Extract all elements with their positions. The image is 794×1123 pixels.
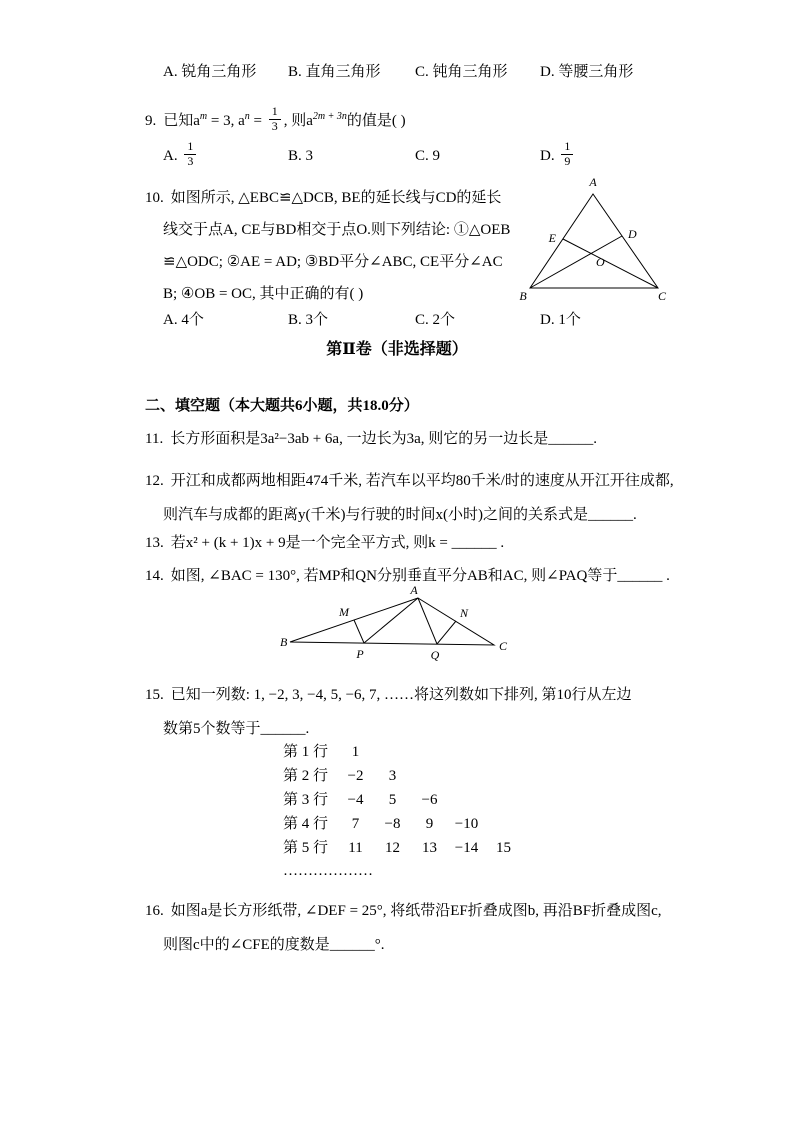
fraction-denominator: 9 [564,153,571,168]
row-label: 第 4 行 [283,816,329,832]
q10-line-3: ≌△ODC; ②AE = AD; ③BD平分∠ABC, CE平分∠AC [163,254,503,270]
q12-line-1-text: 开江和成都两地相距474千米, 若汽车以平均80千米/时的速度从开江开往成都, [170,473,674,489]
question-12-number: 12. [145,473,164,489]
row-label: 第 3 行 [283,792,329,808]
row-label: 第 2 行 [283,768,329,784]
q10-option-c: C. 2个 [415,312,456,328]
question8-options-row [163,60,633,81]
question-9-options-row [163,140,576,171]
q12-line-2: 则汽车与成都的距离y(千米)与行驶的时间x(小时)之间的关系式是______. [163,507,637,523]
row-value [411,764,448,788]
row-label: 第 5 行 [283,840,329,856]
q15-ellipsis-row: ……………… [283,863,373,879]
row-value: 15 [496,840,511,856]
question-12 [145,464,674,532]
fraction-one-ninth [561,140,573,169]
q10-option-b: B. 3个 [288,312,329,328]
q15-row-4 [283,812,522,836]
q12-line-1 [145,464,674,498]
option-a: A. 锐角三角形 [163,64,257,80]
q16-line-1 [145,894,662,928]
q15-line-1-text: 已知一列数: 1, −2, 3, −4, 5, −6, 7, ……将这列数如下排列, 第10行从左边 [170,687,632,703]
question-15-number: 15. [145,687,164,703]
q9-superscript-m: m [199,111,208,122]
row-value [485,740,522,764]
q9-option-a [163,138,288,171]
q10-figure-label-b: B [519,289,527,303]
question-11 [145,427,597,448]
q14-figure-label-m: M [339,605,349,619]
q10-line-1 [145,182,510,214]
q15-row-3 [283,788,522,812]
option-b: B. 直角三角形 [288,64,381,80]
q15-number-table [283,740,522,882]
fraction-one-third [184,140,196,169]
row-value: −2 [347,768,364,784]
row-value: 13 [422,840,437,856]
q14-figure-label-c: C [499,639,508,653]
q9-text-3: = [249,113,266,129]
row-value [485,812,522,836]
option-c: C. 钝角三角形 [415,64,508,80]
q9-option-d-label: D. [540,147,559,164]
row-value [485,764,522,788]
q9-option-d [540,138,576,171]
q9-text-2: = 3, a [207,113,245,129]
row-value: 7 [351,816,360,832]
q15-row-5 [283,836,522,860]
q16-line-2: 则图c中的∠CFE的度数是______°. [163,937,385,953]
row-value: −14 [454,840,479,856]
q9-option-b: B. 3 [288,147,314,164]
q10-option-d: D. 1个 [540,312,581,328]
question-15 [145,678,632,746]
q14-text: 如图, ∠BAC = 130°, 若MP和QN分别垂直平分AB和AC, 则∠PAQ等于______ . [170,568,670,584]
fraction-denominator: 3 [187,153,194,168]
question-9-number: 9. [145,113,157,129]
row-value: 11 [348,840,363,856]
q14-figure-label-n: N [459,606,469,620]
question-10-options-row [163,308,581,329]
question-13 [145,531,504,552]
fraction-numerator: 1 [269,105,281,120]
question-13-number: 13. [145,535,164,551]
row-value [485,788,522,812]
row-value [411,740,448,764]
row-label: 第 1 行 [283,744,329,760]
row-value [448,788,485,812]
q9-option-c: C. 9 [415,147,441,164]
q10-triangle-figure [510,176,678,306]
question-16 [145,894,662,962]
row-value [448,764,485,788]
q14-figure-label-b: B [280,635,288,649]
part2-title: 第Ⅱ卷（非选择题） [326,341,468,358]
row-value: −10 [454,816,479,832]
q10-figure-label-a: A [589,176,597,189]
row-value [448,740,485,764]
row-value: 12 [385,840,400,856]
q10-line-1-text: 如图所示, △EBC≌△DCB, BE的延长线与CD的延长 [170,190,502,206]
q15-line-2: 数第5个数等于______. [163,721,310,737]
q9-superscript-2m3n: 2m + 3n [312,111,347,122]
q9-text-5: 的值是( ) [346,113,406,129]
question-10-number: 10. [145,190,164,206]
q14-figure-label-p: P [356,647,364,661]
row-value: 1 [351,744,360,760]
q13-text: 若x² + (k + 1)x + 9是一个完全平方式, 则k = ______ . [170,535,505,551]
q9-text-4: , 则a [283,113,313,129]
q10-figure-label-e: E [548,231,556,245]
q9-option-a-label: A. [163,147,182,164]
q9-superscript-n: n [244,111,250,122]
segment-ap [364,598,418,643]
fraction-denominator: 3 [271,119,278,134]
segment-aq [418,598,437,644]
row-value: −4 [347,792,364,808]
q10-line-4: B; ④OB = OC, 其中正确的有( ) [163,286,364,302]
q14-figure-label-q: Q [430,648,440,662]
fill-in-blanks-section-title: 二、填空题（本大题共6小题，共18.0分） [145,398,419,414]
q10-figure-label-o: O [596,255,605,269]
q11-text: 长方形面积是3a²−3ab + 6a, 一边长为3a, 则它的另一边长是______. [170,431,598,447]
q14-triangle-figure [280,584,510,662]
question-16-number: 16. [145,903,164,919]
fraction-numerator: 1 [184,140,196,155]
q15-row-1 [283,740,522,764]
question-11-number: 11. [145,431,164,447]
row-value [374,740,411,764]
row-value: 5 [388,792,397,808]
q14-figure-label-a: A [410,584,418,597]
row-value: 9 [425,816,434,832]
q15-line-1 [145,678,632,712]
q10-option-a: A. 4个 [163,312,204,328]
question-14 [145,564,670,585]
q15-row-2 [283,764,522,788]
q10-line-2: 线交于点A, CE与BD相交于点O.则下列结论: ①△OEB [163,222,511,238]
fraction-one-third [269,105,281,134]
row-value: 3 [388,768,397,784]
row-value: −6 [421,792,438,808]
segment-mp [354,620,364,643]
segment-nq [437,621,456,644]
row-value: −8 [384,816,401,832]
q9-text-1: 已知a [163,113,200,129]
q10-figure-label-d: D [628,227,637,241]
segment-ce [563,239,658,288]
question-9-stem [145,100,406,138]
question-10-stem [145,182,510,310]
q10-figure-label-c: C [657,289,667,303]
question-14-number: 14. [145,568,164,584]
fraction-numerator: 1 [561,140,573,155]
q16-line-1-text: 如图a是长方形纸带, ∠DEF = 25°, 将纸带沿EF折叠成图b, 再沿BF折叠成图c, [170,903,662,919]
option-d: D. 等腰三角形 [540,64,634,80]
